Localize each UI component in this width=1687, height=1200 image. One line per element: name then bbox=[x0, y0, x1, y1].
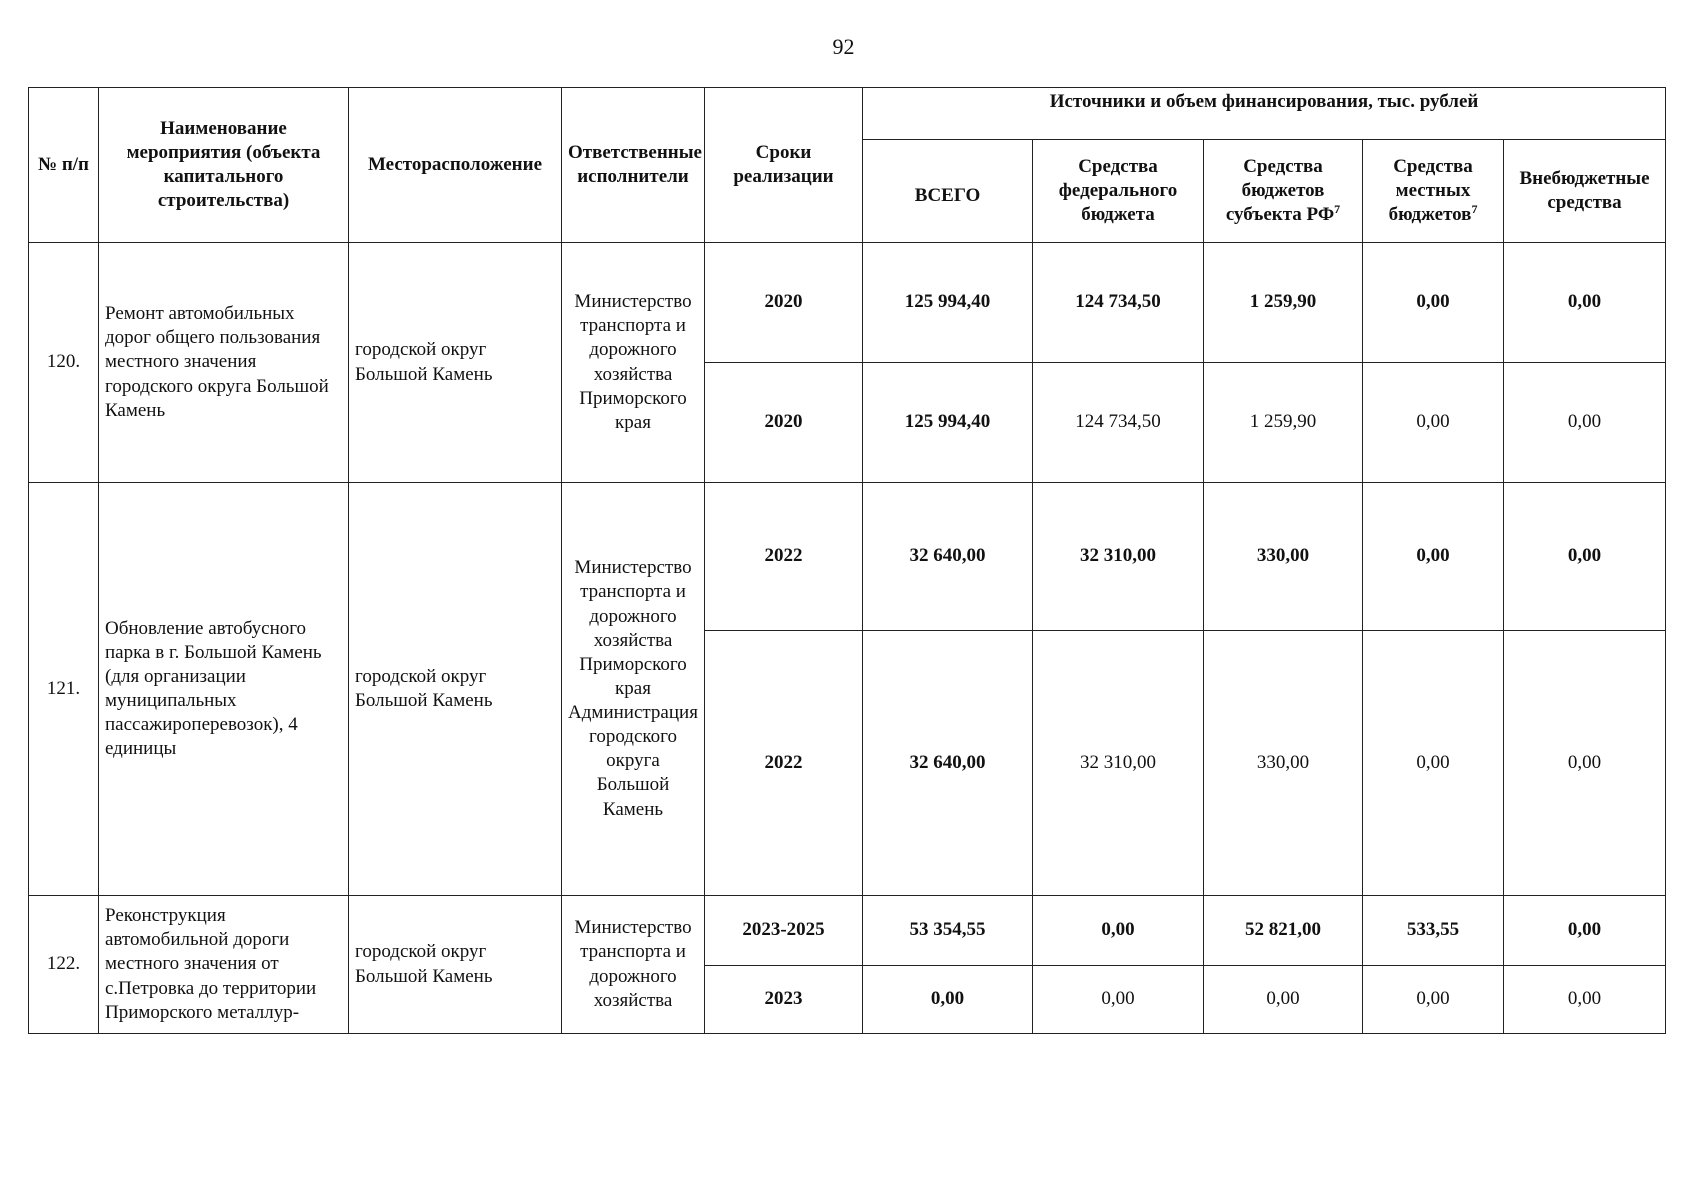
cell-federal: 124 734,50 bbox=[1033, 243, 1204, 363]
cell-offbudget: 0,00 bbox=[1504, 631, 1666, 896]
cell-regional: 0,00 bbox=[1204, 966, 1363, 1034]
col-header-num: № п/п bbox=[29, 88, 99, 243]
cell-local: 0,00 bbox=[1363, 243, 1504, 363]
col-header-regional bbox=[1204, 140, 1363, 243]
footnote-ref: 7 bbox=[1471, 202, 1478, 217]
col-header-offbudget: Внебюджетные средства bbox=[1504, 140, 1666, 243]
col-header-total: ВСЕГО bbox=[863, 140, 1033, 243]
footnote-ref: 7 bbox=[1334, 202, 1341, 217]
cell-regional: 330,00 bbox=[1204, 483, 1363, 631]
col-header-location: Месторасположение bbox=[349, 88, 562, 243]
cell-offbudget: 0,00 bbox=[1504, 363, 1666, 483]
cell-year: 2023 bbox=[705, 966, 863, 1034]
row-location: городской округ Большой Камень bbox=[349, 896, 562, 1034]
col-header-local bbox=[1363, 140, 1504, 243]
col-header-local-text: Средства местных бюджетов bbox=[1388, 155, 1473, 226]
cell-year: 2023-2025 bbox=[705, 896, 863, 966]
cell-total: 32 640,00 bbox=[863, 483, 1033, 631]
financing-table bbox=[28, 87, 1666, 1034]
cell-regional: 1 259,90 bbox=[1204, 243, 1363, 363]
col-header-federal: Средства федерального бюджета bbox=[1033, 140, 1204, 243]
cell-offbudget: 0,00 bbox=[1504, 483, 1666, 631]
row-responsible: Министерство транспорта и дорожного хозяйства bbox=[562, 896, 705, 1034]
cell-year: 2020 bbox=[705, 243, 863, 363]
table-row bbox=[29, 896, 1666, 966]
cell-federal: 0,00 bbox=[1033, 896, 1204, 966]
table-row bbox=[29, 243, 1666, 363]
row-location: городской округ Большой Камень bbox=[349, 243, 562, 483]
cell-local: 533,55 bbox=[1363, 896, 1504, 966]
cell-offbudget: 0,00 bbox=[1504, 243, 1666, 363]
cell-regional: 1 259,90 bbox=[1204, 363, 1363, 483]
col-header-financing: Источники и объем финансирования, тыс. рублей bbox=[863, 88, 1666, 140]
row-num: 122. bbox=[29, 896, 99, 1034]
row-location: городской округ Большой Камень bbox=[349, 483, 562, 896]
cell-year: 2020 bbox=[705, 363, 863, 483]
cell-federal: 0,00 bbox=[1033, 966, 1204, 1034]
page-number: 92 bbox=[832, 34, 855, 59]
col-header-responsible: Ответственные исполнители bbox=[562, 88, 705, 243]
cell-regional: 52 821,00 bbox=[1204, 896, 1363, 966]
cell-local: 0,00 bbox=[1363, 363, 1504, 483]
cell-regional: 330,00 bbox=[1204, 631, 1363, 896]
col-header-regional-text: Средства бюджетов субъекта РФ bbox=[1225, 155, 1335, 226]
cell-local: 0,00 bbox=[1363, 483, 1504, 631]
cell-federal: 32 310,00 bbox=[1033, 631, 1204, 896]
cell-total: 53 354,55 bbox=[863, 896, 1033, 966]
cell-federal: 32 310,00 bbox=[1033, 483, 1204, 631]
col-header-terms: Сроки реализации bbox=[705, 88, 863, 243]
cell-total: 32 640,00 bbox=[863, 631, 1033, 896]
table-row bbox=[29, 483, 1666, 631]
col-header-name: Наименование мероприятия (объекта капитального строительства) bbox=[99, 88, 349, 243]
cell-local: 0,00 bbox=[1363, 966, 1504, 1034]
cell-offbudget: 0,00 bbox=[1504, 966, 1666, 1034]
cell-federal: 124 734,50 bbox=[1033, 363, 1204, 483]
cell-local: 0,00 bbox=[1363, 631, 1504, 896]
cell-total: 125 994,40 bbox=[863, 243, 1033, 363]
cell-offbudget: 0,00 bbox=[1504, 896, 1666, 966]
row-num: 120. bbox=[29, 243, 99, 483]
cell-total: 125 994,40 bbox=[863, 363, 1033, 483]
cell-year: 2022 bbox=[705, 483, 863, 631]
row-name: Ремонт автомобильных дорог общего пользования местного значения городского округа Большой Камень bbox=[99, 243, 349, 483]
row-responsible: Министерство транспорта и дорожного хозяйства Приморского края Администрация городского округа Большой Камень bbox=[562, 483, 705, 896]
row-name: Реконструкция автомобильной дороги местного значения от с.Петровка до территории Приморского металлур- bbox=[99, 896, 349, 1034]
cell-year: 2022 bbox=[705, 631, 863, 896]
cell-total: 0,00 bbox=[863, 966, 1033, 1034]
row-responsible: Министерство транспорта и дорожного хозяйства Приморского края bbox=[562, 243, 705, 483]
row-num: 121. bbox=[29, 483, 99, 896]
row-name: Обновление автобусного парка в г. Большой Камень (для организации муниципальных пассажироперевозок), 4 единицы bbox=[99, 483, 349, 896]
